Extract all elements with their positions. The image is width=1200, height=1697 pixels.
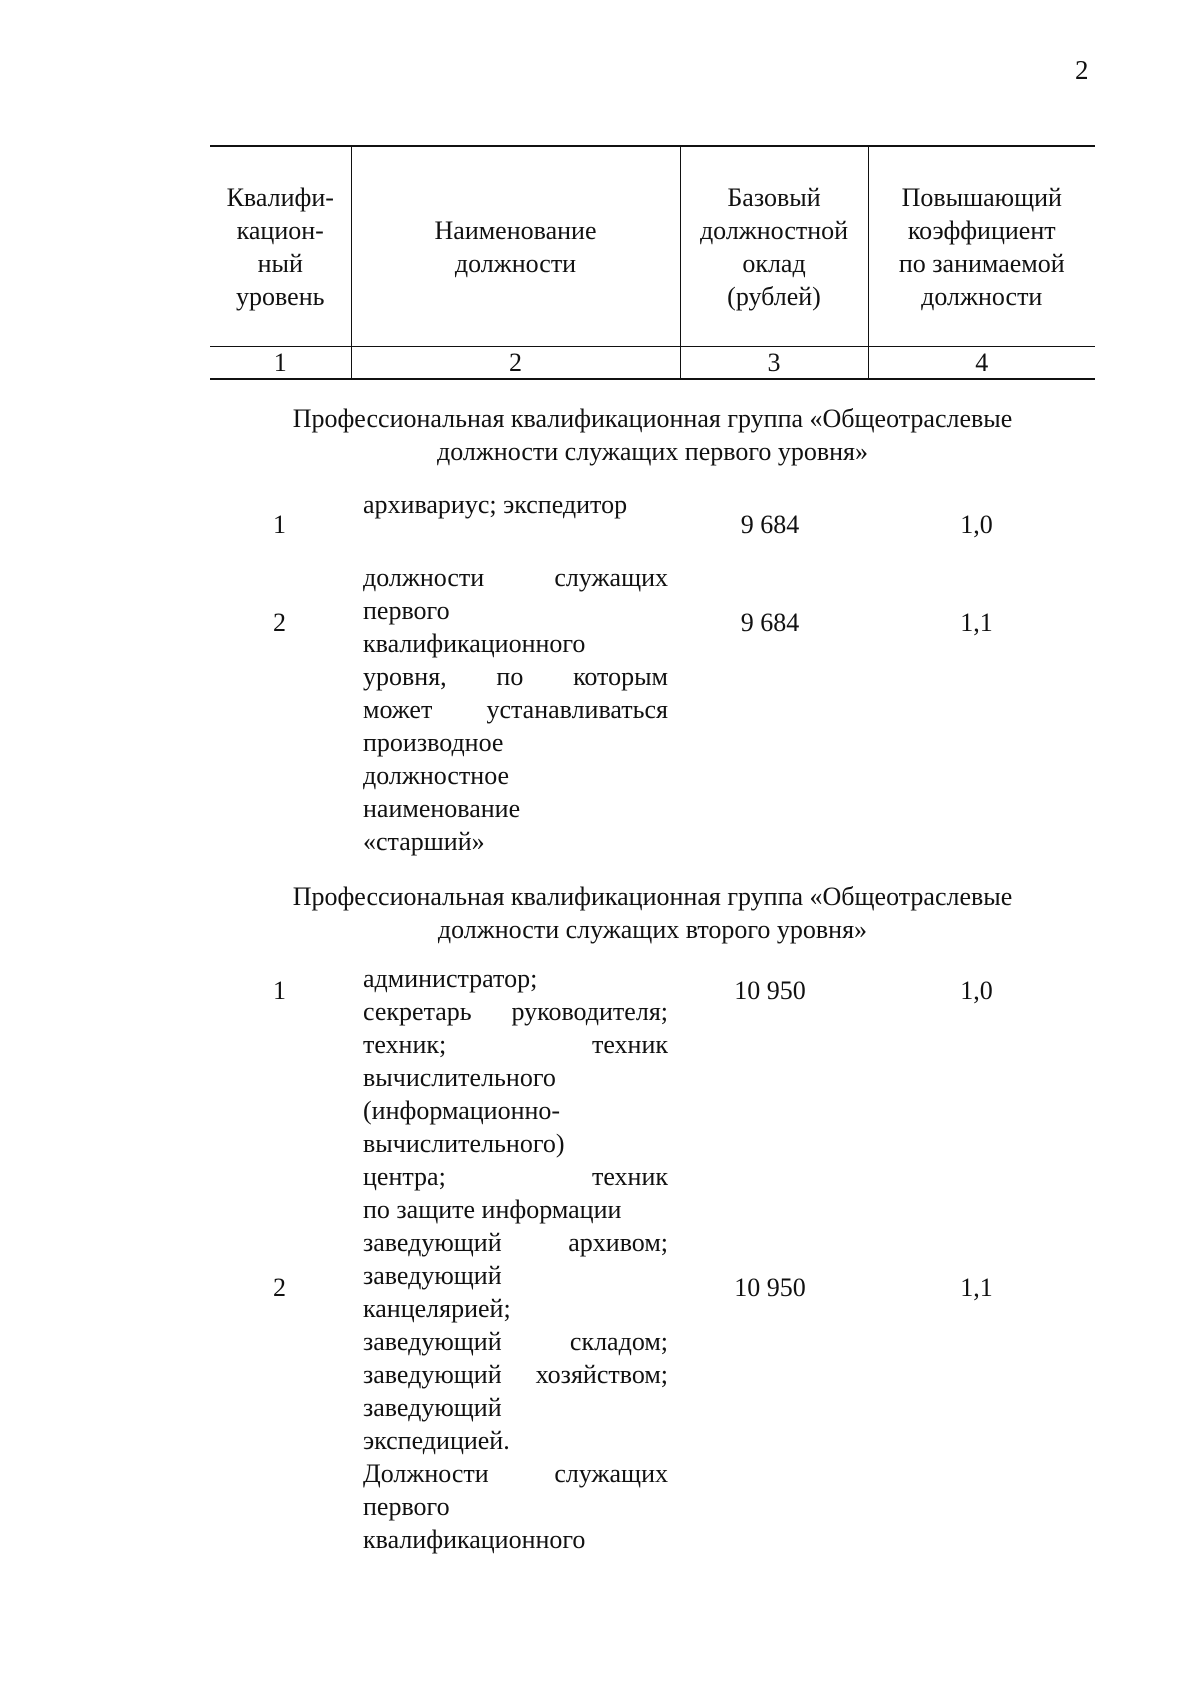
qualification-level-cell-value: 2 [273, 608, 286, 637]
position-name-line: (информационно- [363, 1096, 561, 1125]
table-body [210, 379, 1095, 1556]
column-number: 2 [351, 347, 680, 380]
qualification-level-cell-value: 1 [273, 976, 286, 1005]
coefficient-cell-value: 1,0 [960, 510, 993, 539]
base-salary-cell [680, 962, 868, 1226]
coefficient-cell-value: 1,0 [960, 976, 993, 1005]
coefficient-cell-value: 1,1 [960, 1273, 993, 1302]
base-salary-cell [680, 1226, 868, 1556]
position-name-line: заведующий [363, 1261, 502, 1290]
position-name-line: экспедицией. [363, 1426, 510, 1455]
qualification-level-cell [210, 962, 351, 1226]
position-name-line: заведующий складом; [363, 1327, 668, 1356]
position-name-line: заведующий архивом; [363, 1228, 668, 1257]
coefficient-cell [868, 488, 1095, 561]
position-name-line: вычислительного [363, 1063, 556, 1092]
coefficient-cell [868, 1226, 1095, 1556]
position-name-cell [351, 1226, 680, 1556]
group-title-row [210, 379, 1095, 488]
position-name-line: уровня, по которым [363, 662, 668, 691]
table-row [210, 488, 1095, 561]
header-base-salary: Базовый должностной оклад (рублей) [680, 146, 868, 347]
position-name-line: по защите информации [363, 1195, 622, 1224]
position-name-line: заведующий хозяйством; [363, 1360, 668, 1389]
base-salary-cell-value: 10 950 [734, 976, 806, 1005]
position-name-line: должностное [363, 761, 510, 790]
group-title-row [210, 858, 1095, 962]
base-salary-cell [680, 561, 868, 858]
position-name-cell [351, 561, 680, 858]
qualification-level-cell-value: 1 [273, 510, 286, 539]
position-name-line: квалификационного [363, 1525, 586, 1554]
position-name-line: может устанавливаться [363, 695, 668, 724]
column-number: 3 [680, 347, 868, 380]
position-name-line: квалификационного [363, 629, 586, 658]
table-row [210, 1226, 1095, 1556]
table-header-row [210, 146, 1095, 347]
position-name-line: администратор; [363, 964, 538, 993]
qualification-level-cell-value: 2 [273, 1273, 286, 1302]
position-name-line: должности служащих [363, 563, 668, 592]
column-number: 1 [210, 347, 351, 380]
position-name-line: центра; техник [363, 1162, 668, 1191]
qualification-level-cell [210, 488, 351, 561]
position-name-line: заведующий [363, 1393, 502, 1422]
page-number: 2 [1075, 55, 1089, 85]
qualification-level-cell [210, 1226, 351, 1556]
position-name-cell [351, 962, 680, 1226]
base-salary-cell-value: 9 684 [740, 608, 800, 637]
salary-table [210, 145, 1095, 1556]
qualification-level-cell [210, 561, 351, 858]
position-name-line: первого [363, 596, 450, 625]
position-name-cell [351, 488, 680, 561]
table-row [210, 962, 1095, 1226]
header-position-name: Наименование должности [351, 146, 680, 347]
column-number: 4 [868, 347, 1095, 380]
position-name-line: производное [363, 728, 504, 757]
column-number-row [210, 347, 1095, 380]
position-name-line: канцелярией; [363, 1294, 511, 1323]
position-name-line: архивариус; экспедитор [363, 490, 628, 519]
position-name-line: наименование [363, 794, 521, 823]
header-raising-coefficient: Повышающий коэффициент по занимаемой должности [868, 146, 1095, 347]
position-name-line: первого [363, 1492, 450, 1521]
group-title: Профессиональная квалификационная группа «Общеотраслевые должности служащих первого уровня» [292, 404, 1013, 466]
base-salary-cell-value: 9 684 [740, 510, 800, 539]
base-salary-cell [680, 488, 868, 561]
position-name-line: «старший» [363, 827, 485, 856]
base-salary-cell-value: 10 950 [734, 1273, 806, 1302]
header-qualification-level: Квалифи- кацион- ный уровень [210, 146, 351, 347]
position-name-line: секретарь руководителя; [363, 997, 668, 1026]
coefficient-cell [868, 561, 1095, 858]
group-title: Профессиональная квалификационная группа «Общеотраслевые должности служащих второго уровня» [292, 882, 1013, 944]
position-name-line: вычислительного) [363, 1129, 565, 1158]
position-name-line: Должности служащих [363, 1459, 668, 1488]
coefficient-cell [868, 962, 1095, 1226]
table-row [210, 561, 1095, 858]
coefficient-cell-value: 1,1 [960, 608, 993, 637]
position-name-line: техник; техник [363, 1030, 668, 1059]
